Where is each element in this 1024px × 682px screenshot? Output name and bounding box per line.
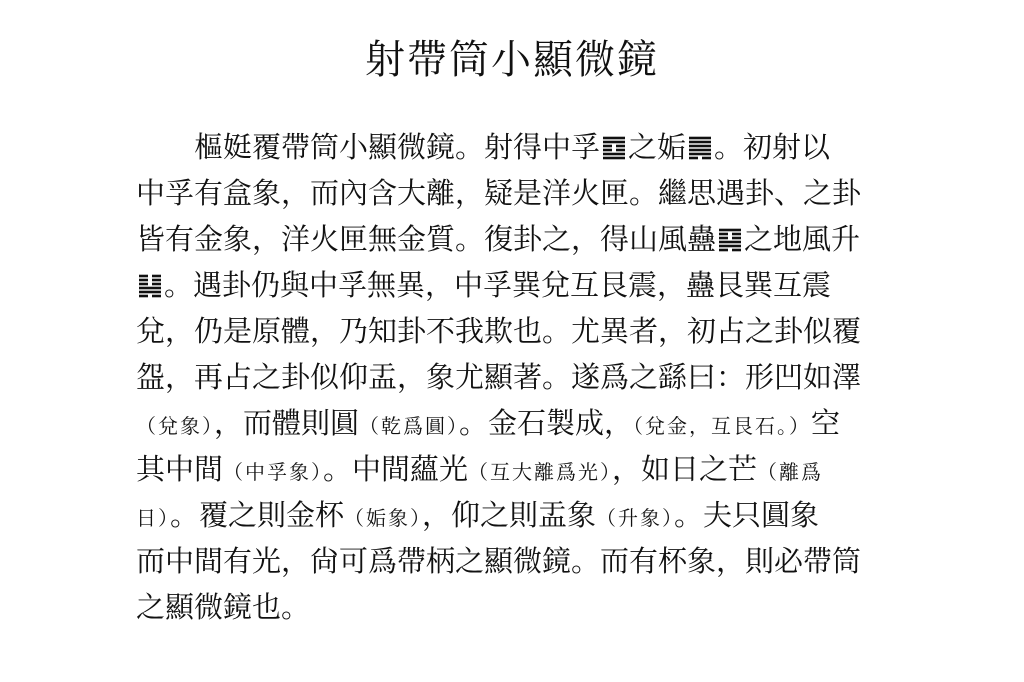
text-segment: 皆有金象，洋火匣無金質。復卦之，得山風蠱 (136, 222, 717, 256)
text-line (136, 170, 896, 216)
text-segment: 而中間有光，尙可爲帶柄之顯微鏡。而有杯象，則必帶筒 (136, 544, 862, 578)
gou-hexagram-icon (689, 136, 711, 160)
body-paragraph (136, 124, 896, 630)
annotation-note: （中孚象） (223, 460, 324, 484)
annotation-note: （升象） (596, 506, 675, 530)
text-segment: 之顯微鏡也。 (136, 590, 311, 624)
annotation-note: （兌金，互艮石。） (633, 414, 812, 438)
text-segment: 其中間 (136, 452, 224, 486)
annotation-note: （姤象） (344, 506, 423, 530)
annotation-note: 日） (136, 506, 170, 530)
text-line (136, 400, 896, 446)
text-segment: 。中間蘊光 (323, 452, 469, 486)
zhongfu-hexagram-icon (603, 136, 625, 160)
text-segment: ，如日之芒 (612, 452, 758, 486)
text-segment: ，仰之則盂象 (422, 498, 597, 532)
annotation-note: （兌象） (136, 414, 214, 438)
text-line (136, 262, 896, 308)
text-line (136, 538, 896, 584)
annotation-note: （離爲 (757, 460, 824, 484)
text-segment: 。夫只圓象 (674, 498, 820, 532)
text-segment: 之地風升 (744, 222, 861, 256)
text-segment: 。初射以 (714, 130, 831, 164)
text-segment: 兌，仍是原體，乃知卦不我欺也。尤異者，初占之卦似覆 (136, 314, 862, 348)
text-line (136, 216, 896, 262)
annotation-note: （乾爲圓） (359, 414, 460, 438)
text-segment: 中孚有盒象，而內含大離，疑是洋火匣。繼思遇卦、之卦 (136, 176, 862, 210)
text-line (136, 446, 896, 492)
text-segment: ，而體則圓 (214, 406, 360, 440)
text-segment: 空 (811, 406, 841, 440)
text-segment: 盌，再占之卦似仰盂，象尤顯著。遂爲之繇曰：形凹如澤 (136, 360, 862, 394)
text-segment: 樞娗覆帶筒小顯微鏡。射得中孚 (194, 130, 601, 164)
text-line (136, 354, 896, 400)
text-line (136, 492, 896, 538)
gu-hexagram-icon (719, 228, 741, 252)
text-segment: 。遇卦仍與中孚無異，中孚巽兌互艮震，蠱艮巽互震 (164, 268, 832, 302)
text-line (136, 308, 896, 354)
sheng-hexagram-icon (139, 274, 161, 298)
text-segment: 之姤 (628, 130, 687, 164)
page-title: 射帶筒小顯微鏡 (365, 37, 659, 83)
text-segment: 。覆之則金杯 (170, 498, 345, 532)
annotation-note: （互大離爲光） (468, 460, 613, 484)
text-segment: 。金石製成， (459, 406, 634, 440)
text-line (136, 584, 896, 630)
text-line (136, 124, 896, 170)
